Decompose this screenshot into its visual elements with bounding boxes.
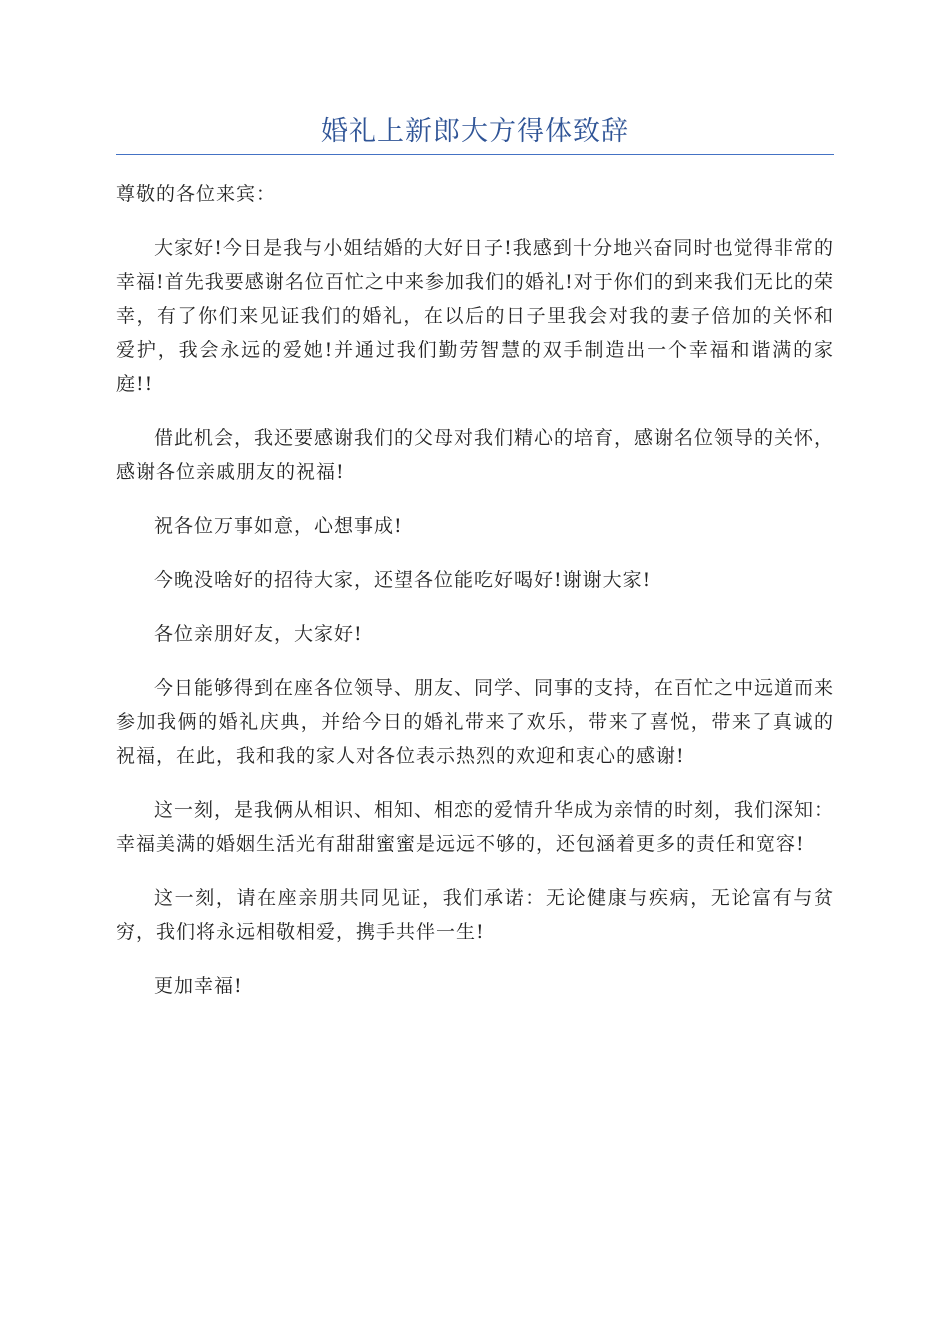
paragraph-2: 借此机会，我还要感谢我们的父母对我们精心的培育，感谢名位领导的关怀，感谢各位亲戚朋友的祝福!: [116, 427, 835, 483]
document-body: [116, 177, 834, 1023]
title-underline: [116, 154, 834, 155]
paragraph-3: 祝各位万事如意，心想事成!: [154, 515, 403, 537]
paragraph-6: 今日能够得到在座各位领导、朋友、同学、同事的支持，在百忙之中远道而来参加我俩的婚礼庆典，并给今日的婚礼带来了欢乐，带来了喜悦，带来了真诚的祝福，在此，我和我的家人对各位表示热烈的欢迎和衷心的感谢!: [116, 677, 835, 767]
paragraph-5: 各位亲朋好友，大家好!: [154, 623, 363, 645]
paragraph-4: 今晚没啥好的招待大家，还望各位能吃好喝好!谢谢大家!: [154, 569, 652, 591]
document-title: 婚礼上新郎大方得体致辞: [321, 116, 629, 147]
paragraph-7: 这一刻，是我俩从相识、相知、相恋的爱情升华成为亲情的时刻，我们深知：幸福美满的婚姻生活光有甜甜蜜蜜是远远不够的，还包涵着更多的责任和宽容!: [116, 799, 835, 855]
paragraph-8: 这一刻，请在座亲朋共同见证，我们承诺：无论健康与疾病，无论富有与贫穷，我们将永远相敬相爱，携手共伴一生!: [116, 887, 834, 943]
paragraph-9: 更加幸福!: [154, 975, 243, 997]
paragraph-1: 大家好!今日是我与小姐结婚的大好日子!我感到十分地兴奋同时也觉得非常的幸福!首先我要感谢名位百忙之中来参加我们的婚礼!对于你们的到来我们无比的荣幸，有了你们来见证我们的婚礼，在以后的日子里我会对我的妻子倍加的关怀和爱护，我会永远的爱她!并通过我们勤劳智慧的双手制造出一个幸福和谐满的家庭!!: [116, 237, 834, 395]
salutation: 尊敬的各位来宾：: [116, 183, 277, 205]
